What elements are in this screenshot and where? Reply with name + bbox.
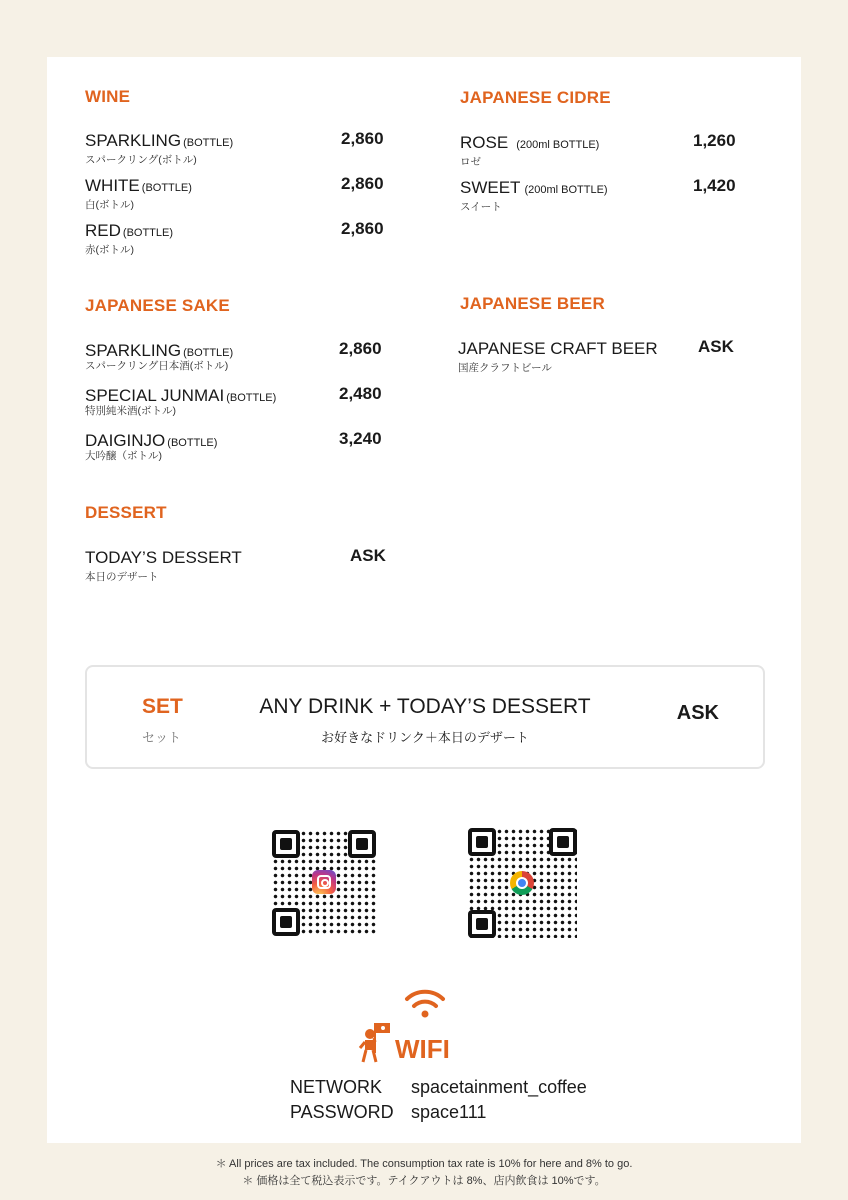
item-jp: スイート bbox=[460, 201, 502, 213]
menu-item bbox=[460, 178, 780, 214]
set-label-jp: セット bbox=[142, 730, 182, 745]
item-note: (200ml BOTTLE) bbox=[524, 184, 608, 196]
sake-title: JAPANESE SAKE bbox=[85, 296, 230, 315]
set-label: SET bbox=[142, 695, 183, 718]
item-note: (BOTTLE) bbox=[122, 227, 174, 239]
set-description: ANY DRINK + TODAY’S DESSERT bbox=[259, 695, 591, 718]
instagram-icon bbox=[312, 870, 336, 894]
menu-item bbox=[85, 341, 405, 373]
item-price: 2,860 bbox=[341, 174, 384, 193]
chrome-icon bbox=[510, 871, 534, 895]
item-name: WHITE bbox=[85, 176, 140, 195]
item-price: 2,480 bbox=[339, 384, 382, 403]
item-jp: 大吟醸（ボトル) bbox=[85, 450, 162, 462]
item-note: (200ml BOTTLE) bbox=[516, 139, 600, 151]
item-jp: スパークリング日本酒(ボトル) bbox=[85, 360, 229, 372]
item-jp: スパークリング(ボトル) bbox=[85, 154, 197, 166]
qr-finder bbox=[272, 830, 300, 858]
item-name: SPARKLING bbox=[85, 131, 182, 150]
network-label: NETWORK bbox=[290, 1077, 382, 1097]
cidre-title: JAPANESE CIDRE bbox=[460, 88, 611, 107]
dessert-title: DESSERT bbox=[85, 503, 167, 522]
menu-sheet bbox=[47, 57, 801, 1143]
item-note: (BOTTLE) bbox=[183, 347, 234, 359]
item-jp: ロゼ bbox=[460, 156, 481, 168]
password-label: PASSWORD bbox=[290, 1102, 394, 1122]
item-name: TODAY’S DESSERT bbox=[85, 548, 242, 567]
item-jp: 白(ボトル) bbox=[85, 199, 134, 211]
item-note: (BOTTLE) bbox=[141, 182, 192, 194]
wifi-icon bbox=[403, 987, 447, 1021]
wine-title: WINE bbox=[85, 87, 131, 106]
item-price: 1,260 bbox=[693, 131, 736, 150]
tax-note-jp: ＊ 価格は全て税込表示です。テイクアウトは 8%、店内飲食は 10%です。 bbox=[242, 1175, 606, 1187]
item-price: ASK bbox=[698, 337, 734, 356]
item-price: 2,860 bbox=[339, 339, 382, 358]
qr-finder bbox=[468, 828, 496, 856]
item-note: (BOTTLE) bbox=[167, 437, 218, 449]
item-note: (BOTTLE) bbox=[226, 392, 277, 404]
beer-title: JAPANESE BEER bbox=[460, 294, 605, 313]
password-value: space111 bbox=[411, 1102, 487, 1122]
network-value: spacetainment_coffee bbox=[411, 1077, 587, 1097]
item-note: (BOTTLE) bbox=[183, 137, 234, 149]
item-price: 1,420 bbox=[693, 176, 736, 195]
qr-finder bbox=[468, 910, 496, 938]
item-name: SWEET bbox=[460, 178, 521, 197]
set-price: ASK bbox=[676, 702, 719, 724]
item-name: JAPANESE CRAFT BEER bbox=[458, 339, 658, 358]
item-price: 3,240 bbox=[339, 429, 382, 448]
menu-item bbox=[85, 221, 405, 257]
menu-item bbox=[85, 548, 405, 584]
tax-note-en: ＊ All prices are tax included. The consumption tax rate is 10% for here and 8% to go. bbox=[215, 1158, 633, 1170]
set-box bbox=[85, 665, 765, 769]
item-name: SPECIAL JUNMAI bbox=[85, 386, 225, 405]
item-jp: 特別純米酒(ボトル) bbox=[85, 405, 176, 417]
menu-item bbox=[85, 386, 405, 418]
set-description-jp: お好きなドリンク＋本日のデザート bbox=[321, 730, 529, 745]
item-price: 2,860 bbox=[341, 129, 384, 148]
item-price: ASK bbox=[350, 546, 386, 565]
qr-finder bbox=[272, 908, 300, 936]
item-price: 2,860 bbox=[341, 219, 384, 238]
menu-item bbox=[85, 431, 405, 463]
item-name: SPARKLING bbox=[85, 341, 182, 360]
instagram-qr-code[interactable] bbox=[272, 830, 376, 936]
item-jp: 本日のデザート bbox=[85, 571, 159, 583]
wifi-title: WIFI bbox=[395, 1034, 450, 1064]
mascot-flag-icon bbox=[357, 1020, 397, 1064]
menu-item bbox=[85, 176, 405, 212]
item-jp: 国産クラフトビール bbox=[458, 362, 552, 374]
qr-finder bbox=[348, 830, 376, 858]
menu-item bbox=[458, 339, 778, 375]
item-name: RED bbox=[85, 221, 121, 240]
item-name: DAIGINJO bbox=[85, 431, 166, 450]
qr-finder bbox=[549, 828, 577, 856]
menu-item bbox=[85, 131, 405, 167]
item-name: ROSE bbox=[460, 133, 509, 152]
menu-item bbox=[460, 133, 780, 169]
website-qr-code[interactable] bbox=[468, 828, 577, 938]
item-jp: 赤(ボトル) bbox=[85, 244, 134, 256]
